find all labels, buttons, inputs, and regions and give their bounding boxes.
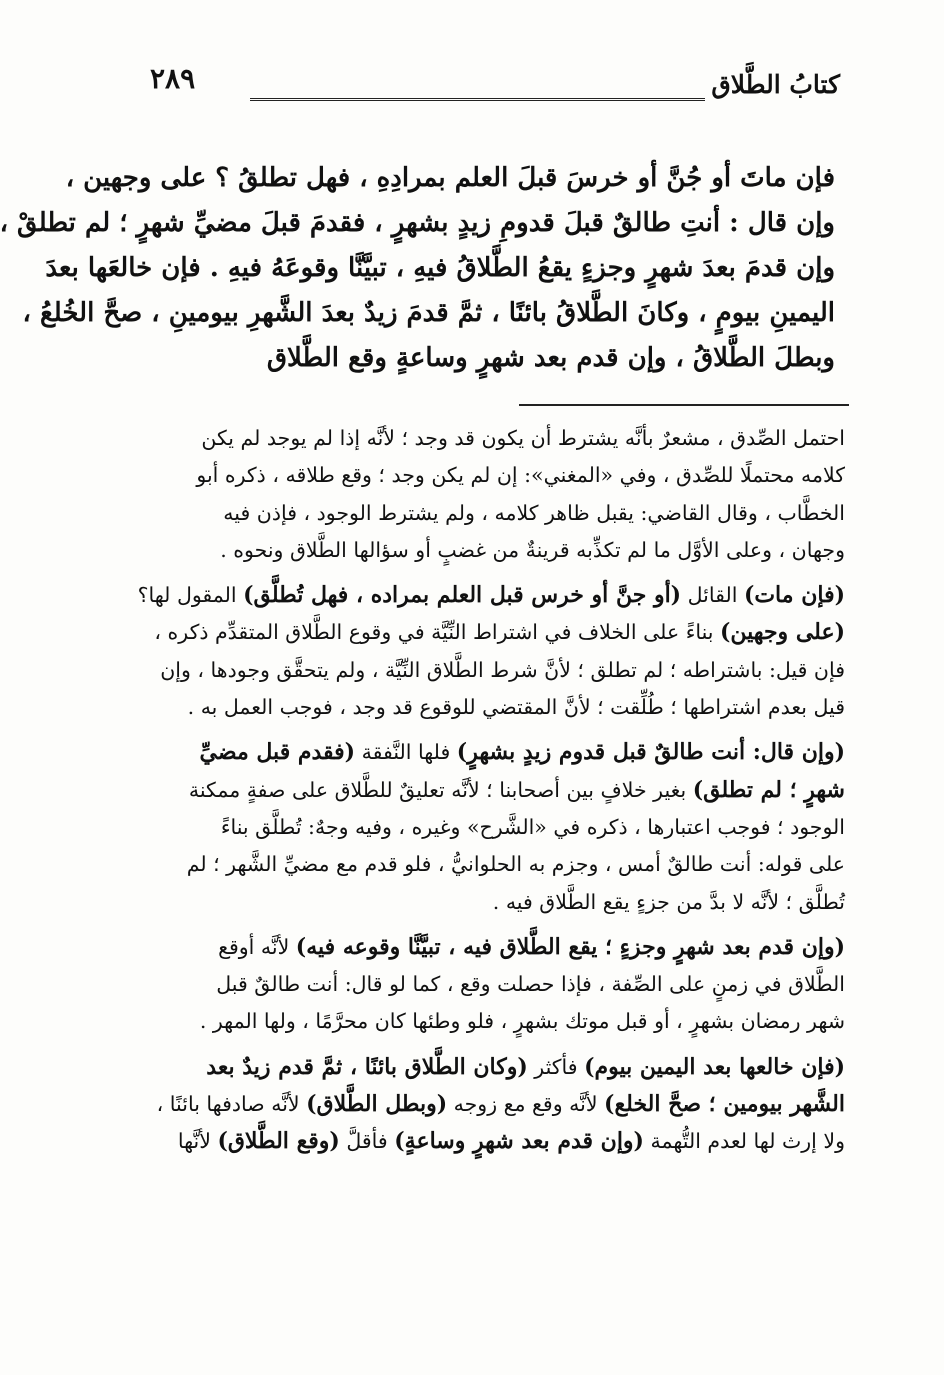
commentary-line	[100, 577, 845, 614]
commentary-fragment: لأنَّه صادفها بائنًا ،	[156, 1092, 307, 1117]
commentary-fragment: ولا إرث لها لعدم التُّهمة	[643, 1129, 845, 1154]
commentary-line	[100, 929, 845, 966]
commentary-line: احتمل الصِّدق ، مشعرٌ بأنَّه يشترط أن يكون قد وجد ؛ لأنَّه إذا لم يوجد لم يكن	[201, 426, 845, 450]
main-text-line: وبطلَ الطَّلاقُ ، وإن قدم بعد شهرٍ وساعةٍ وقع الطَّلاق	[266, 343, 835, 373]
section-divider	[519, 404, 849, 406]
quoted-main-text: (وإن قال: أنت طالقٌ قبل قدوم زيدٍ بشهرٍ)	[456, 739, 845, 766]
main-text-line: وإن قدمَ بعدَ شهرٍ وجزءٍ يقعُ الطَّلاقُ فيهِ ، تبيَّنَّا وقوعَهُ فيهِ . فإن خالعَها بعدَ	[45, 253, 835, 283]
commentary-fragment: لأنَّه وقع مع زوجه	[447, 1092, 605, 1117]
quoted-main-text: (فقدم قبل مضيِّ	[199, 739, 356, 766]
commentary-fragment: فأكثر	[527, 1054, 585, 1079]
running-title: كتابُ الطَّلاق	[711, 70, 840, 99]
commentary-line: وجهان ، وعلى الأوَّل ما لم تكذِّبه قرينةٌ من غضبٍ أو سؤالها الطَّلاق ونحوه .	[220, 537, 845, 562]
commentary-line: الطَّلاق في زمنٍ على الصِّفة ، فإذا حصلت وقع ، كما لو قال: أنت طالقٌ قبل	[216, 972, 845, 997]
commentary-line: على قوله: أنت طالقٌ أمس ، وجزم به الحلوانيُّ ، فلو قدم مع مضيِّ الشَّهر ؛ لم	[186, 852, 845, 877]
main-text	[0, 156, 835, 381]
quoted-main-text: الشَّهر بيومين ؛ صحَّ الخلع)	[604, 1091, 845, 1118]
quoted-main-text: (أو جنَّ أو خرس قبل العلم بمراده ، فهل تُطلَّق)	[243, 582, 682, 609]
commentary-text	[100, 420, 845, 1161]
page-header	[150, 62, 840, 122]
commentary-fragment: بغير خلافٍ بين أصحابنا ؛ لأنَّه تعليقٌ للطَّلاق على صفةٍ ممكنة	[188, 777, 693, 802]
commentary-fragment: المقول لها؟	[137, 583, 244, 608]
commentary-line: فإن قيل: باشتراطه ؛ لم تطلق ؛ لأنَّ شرط الطَّلاق النِّيَّة ، ولم يتحقَّق وجودها ، وإن	[160, 657, 845, 682]
quoted-main-text: (فإن خالعها بعد اليمين بيوم)	[584, 1053, 845, 1080]
commentary-line	[100, 1123, 845, 1160]
commentary-fragment: لأنَّه أوقع	[218, 934, 296, 959]
quoted-main-text: (فإن مات)	[743, 582, 845, 609]
commentary-fragment: فأقلَّ	[339, 1129, 395, 1154]
quoted-main-text: شهرٍ ؛ لم تطلق)	[692, 776, 845, 803]
main-text-line: فإن ماتَ أو جُنَّ أو خرسَ قبلَ العلم بمرادِهِ ، فهل تطلقُ ؟ على وجهين ،	[65, 163, 835, 193]
commentary-fragment: بناءً على الخلاف في اشتراط النِّيَّة في وقوع الطَّلاق المتقدِّم ذكره ،	[154, 620, 721, 645]
commentary-line	[100, 772, 845, 809]
quoted-main-text: (وإن قدم بعد شهرٍ وساعةٍ)	[394, 1128, 644, 1155]
main-text-line: اليمينِ بيومٍ ، وكانَ الطَّلاقُ بائنًا ، ثمَّ قدمَ زيدٌ بعدَ الشَّهرِ بيومينِ ، صحَّ الخُلعُ ،	[22, 298, 835, 328]
commentary-fragment: فلها النَّفقة	[355, 740, 457, 765]
quoted-main-text: (وإن قدم بعد شهرٍ وجزءٍ ؛ يقع الطَّلاق فيه ، تبيَّنَّا وقوعه فيه)	[295, 933, 845, 960]
commentary-line	[100, 614, 845, 651]
commentary-line: الوجود ؛ فوجب اعتبارها ، ذكره في «الشَّرح» وغيره ، وفيه وجهٌ: تُطلَّق بناءً	[220, 814, 845, 839]
quoted-main-text: (وقع الطَّلاق)	[217, 1128, 340, 1155]
commentary-line: كلامه محتملًا للصِّدق ، وفي «المغني»: إن لم يكن وجد ؛ وقع طلاقه ، ذكره أبو	[196, 463, 845, 488]
quoted-main-text: (وبطل الطَّلاق)	[306, 1091, 448, 1118]
commentary-line	[100, 1049, 845, 1086]
header-double-rule	[250, 98, 705, 101]
commentary-line: الخطَّاب ، وقال القاضي: يقبل ظاهر كلامه ، ولم يشترط الوجود ، فإذن فيه	[223, 500, 845, 525]
commentary-line	[100, 734, 845, 771]
quoted-main-text: (على وجهين)	[720, 619, 845, 646]
commentary-line: تُطلَّق ؛ لأنَّه لا بدَّ من جزءٍ يقع الطَّلاق فيه .	[492, 889, 845, 914]
commentary-line: شهر رمضان بشهرٍ ، أو قبل موتك بشهرٍ ، فلو وطئها كان محرَّمًا ، ولها المهر .	[199, 1009, 845, 1034]
page-number: ٢٨٩	[150, 62, 196, 95]
main-text-line: وإن قال : أنتِ طالقٌ قبلَ قدومِ زيدٍ بشهرٍ ، فقدمَ قبلَ مضيِّ شهرٍ ؛ لم تطلقْ ،	[0, 208, 835, 238]
commentary-fragment: القائل	[681, 583, 744, 608]
commentary-line	[100, 1086, 845, 1123]
commentary-fragment: لأنَّها	[177, 1129, 218, 1154]
commentary-line: قيل بعدم اشتراطها ؛ طُلِّقت ؛ لأنَّ المقتضي للوقوع قد وجد ، فوجب العمل به .	[187, 695, 845, 720]
quoted-main-text: (وكان الطَّلاق بائنًا ، ثمَّ قدم زيدٌ بعد	[206, 1053, 528, 1080]
